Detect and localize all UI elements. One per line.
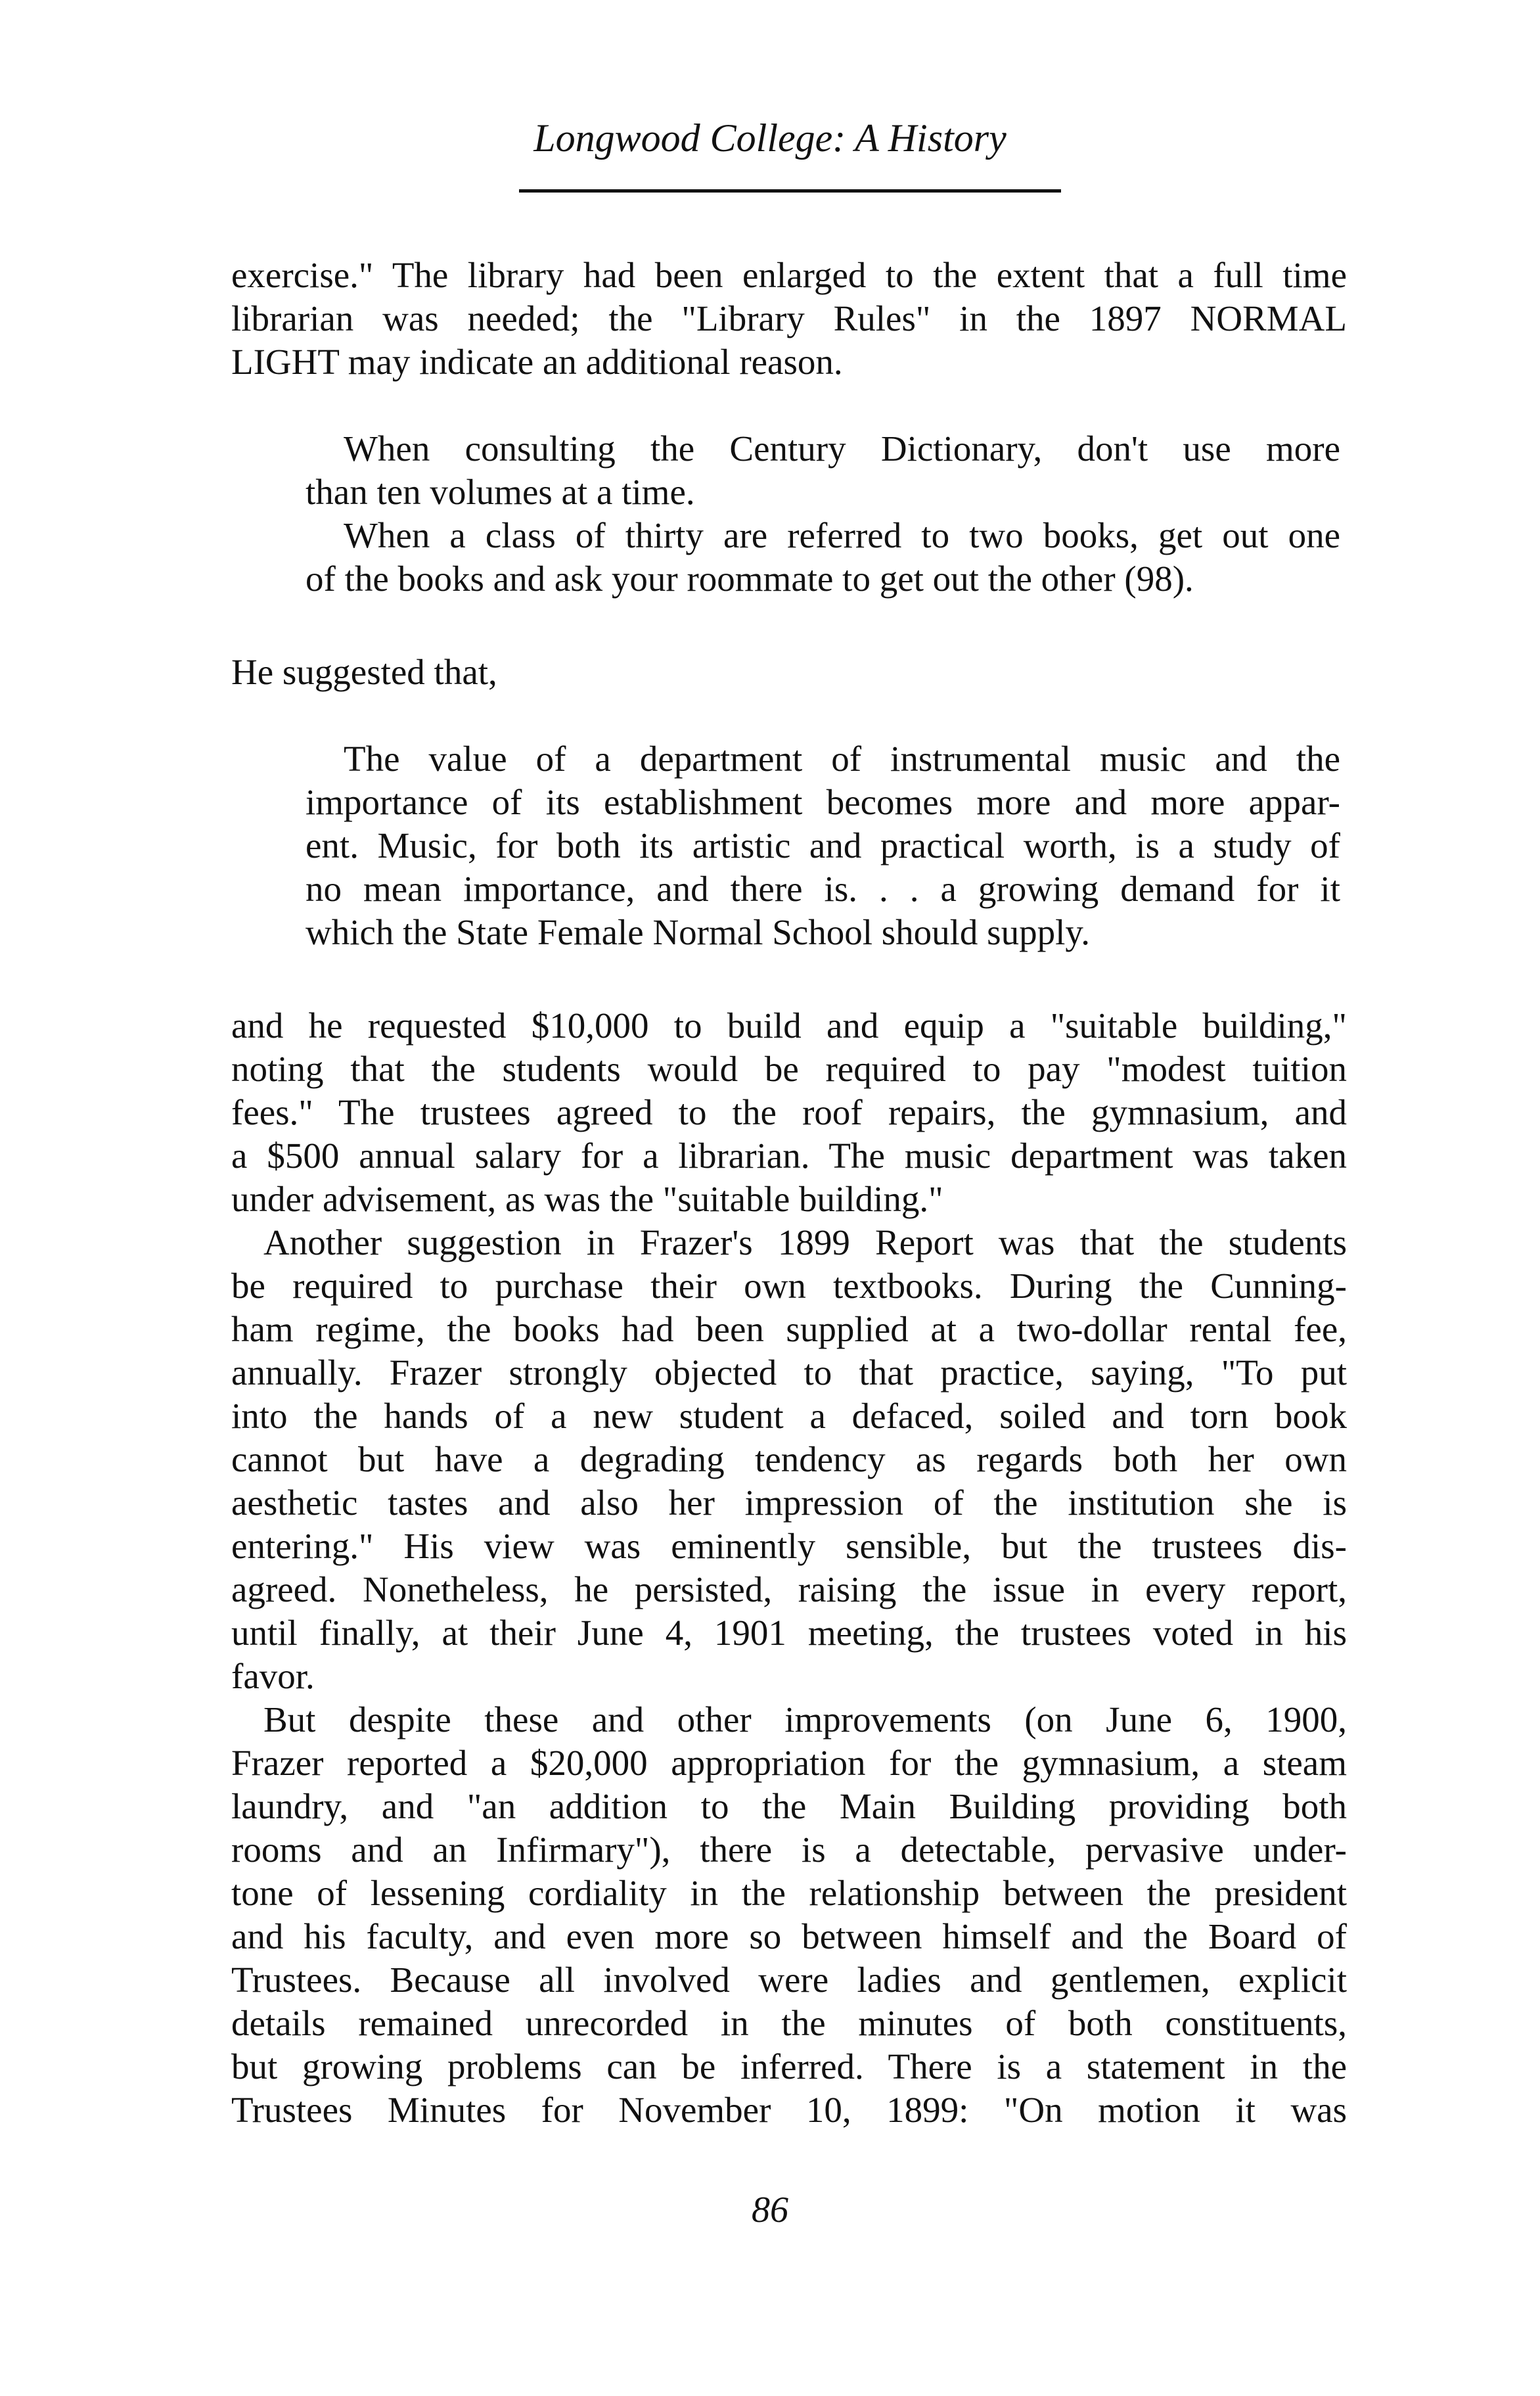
block-quote-line: The value of a department of instrumental music and the [344,739,1340,779]
paragraph-line: aesthetic tastes and also her impression of the institution she is [231,1483,1347,1523]
paragraph-line: rooms and an Infirmary"), there is a detectable, pervasive under- [231,1830,1347,1870]
block-quote-line: no mean importance, and there is. . . a growing demand for it [306,869,1340,909]
block-quote-line: importance of its establishment becomes more and more appar- [306,782,1340,822]
block-quote-line: than ten volumes at a time. [306,472,695,512]
intro-line: He suggested that, [231,652,497,692]
paragraph-line: exercise." The library had been enlarged to the extent that a full time [231,255,1347,295]
paragraph-line: be required to purchase their own textbooks. During the Cunning- [231,1266,1347,1306]
paragraph-line: favor. [231,1656,315,1696]
paragraph-line: Another suggestion in Frazer's 1899 Report was that the students [263,1222,1347,1262]
paragraph-line: entering." His view was eminently sensible, but the trustees dis- [231,1526,1347,1566]
paragraph-line: Frazer reported a $20,000 appropriation for the gymnasium, a steam [231,1743,1347,1783]
paragraph-line: under advisement, as was the "suitable building." [231,1179,943,1219]
paragraph-line: LIGHT may indicate an additional reason. [231,342,843,382]
paragraph-line: ham regime, the books had been supplied at a two-dollar rental fee, [231,1309,1347,1349]
block-quote-line: which the State Female Normal School should supply. [306,912,1091,952]
running-head: Longwood College: A History [533,116,1007,160]
paragraph-line: tone of lessening cordiality in the relationship between the president [231,1873,1347,1913]
paragraph-line: details remained unrecorded in the minutes of both constituents, [231,2003,1347,2043]
paragraph-line: Trustees Minutes for November 10, 1899: "On motion it was [231,2090,1347,2130]
block-quote-line: of the books and ask your roommate to get out the other (98). [306,559,1194,599]
paragraph-line: noting that the students would be required to pay "modest tuition [231,1049,1347,1089]
paragraph-line: a $500 annual salary for a librarian. The music department was taken [231,1136,1347,1176]
paragraph-line: Trustees. Because all involved were ladies and gentlemen, explicit [231,1960,1347,2000]
paragraph-line: fees." The trustees agreed to the roof repairs, the gymnasium, and [231,1092,1347,1132]
page-number: 86 [752,2190,788,2230]
paragraph-line: annually. Frazer strongly objected to that practice, saying, "To put [231,1352,1347,1393]
paragraph-line: laundry, and "an addition to the Main Building providing both [231,1786,1347,1826]
paragraph-line: until finally, at their June 4, 1901 meeting, the trustees voted in his [231,1613,1347,1653]
paragraph-line: agreed. Nonetheless, he persisted, raising the issue in every report, [231,1569,1347,1609]
paragraph-line: cannot but have a degrading tendency as regards both her own [231,1439,1347,1479]
paragraph-line: But despite these and other improvements (on June 6, 1900, [263,1699,1347,1739]
paragraph-line: into the hands of a new student a defaced, soiled and torn book [231,1396,1347,1436]
paragraph-line: and he requested $10,000 to build and equip a "suitable building," [231,1005,1347,1046]
block-quote-line: When consulting the Century Dictionary, don't use more [344,428,1340,469]
paragraph-line: librarian was needed; the "Library Rules" in the 1897 NORMAL [231,298,1347,338]
block-quote-line: When a class of thirty are referred to two books, get out one [344,515,1340,555]
block-quote-line: ent. Music, for both its artistic and practical worth, is a study of [306,825,1340,865]
paragraph-line: but growing problems can be inferred. There is a statement in the [231,2046,1347,2086]
header-rule [519,189,1061,193]
paragraph-line: and his faculty, and even more so between himself and the Board of [231,1916,1347,1956]
